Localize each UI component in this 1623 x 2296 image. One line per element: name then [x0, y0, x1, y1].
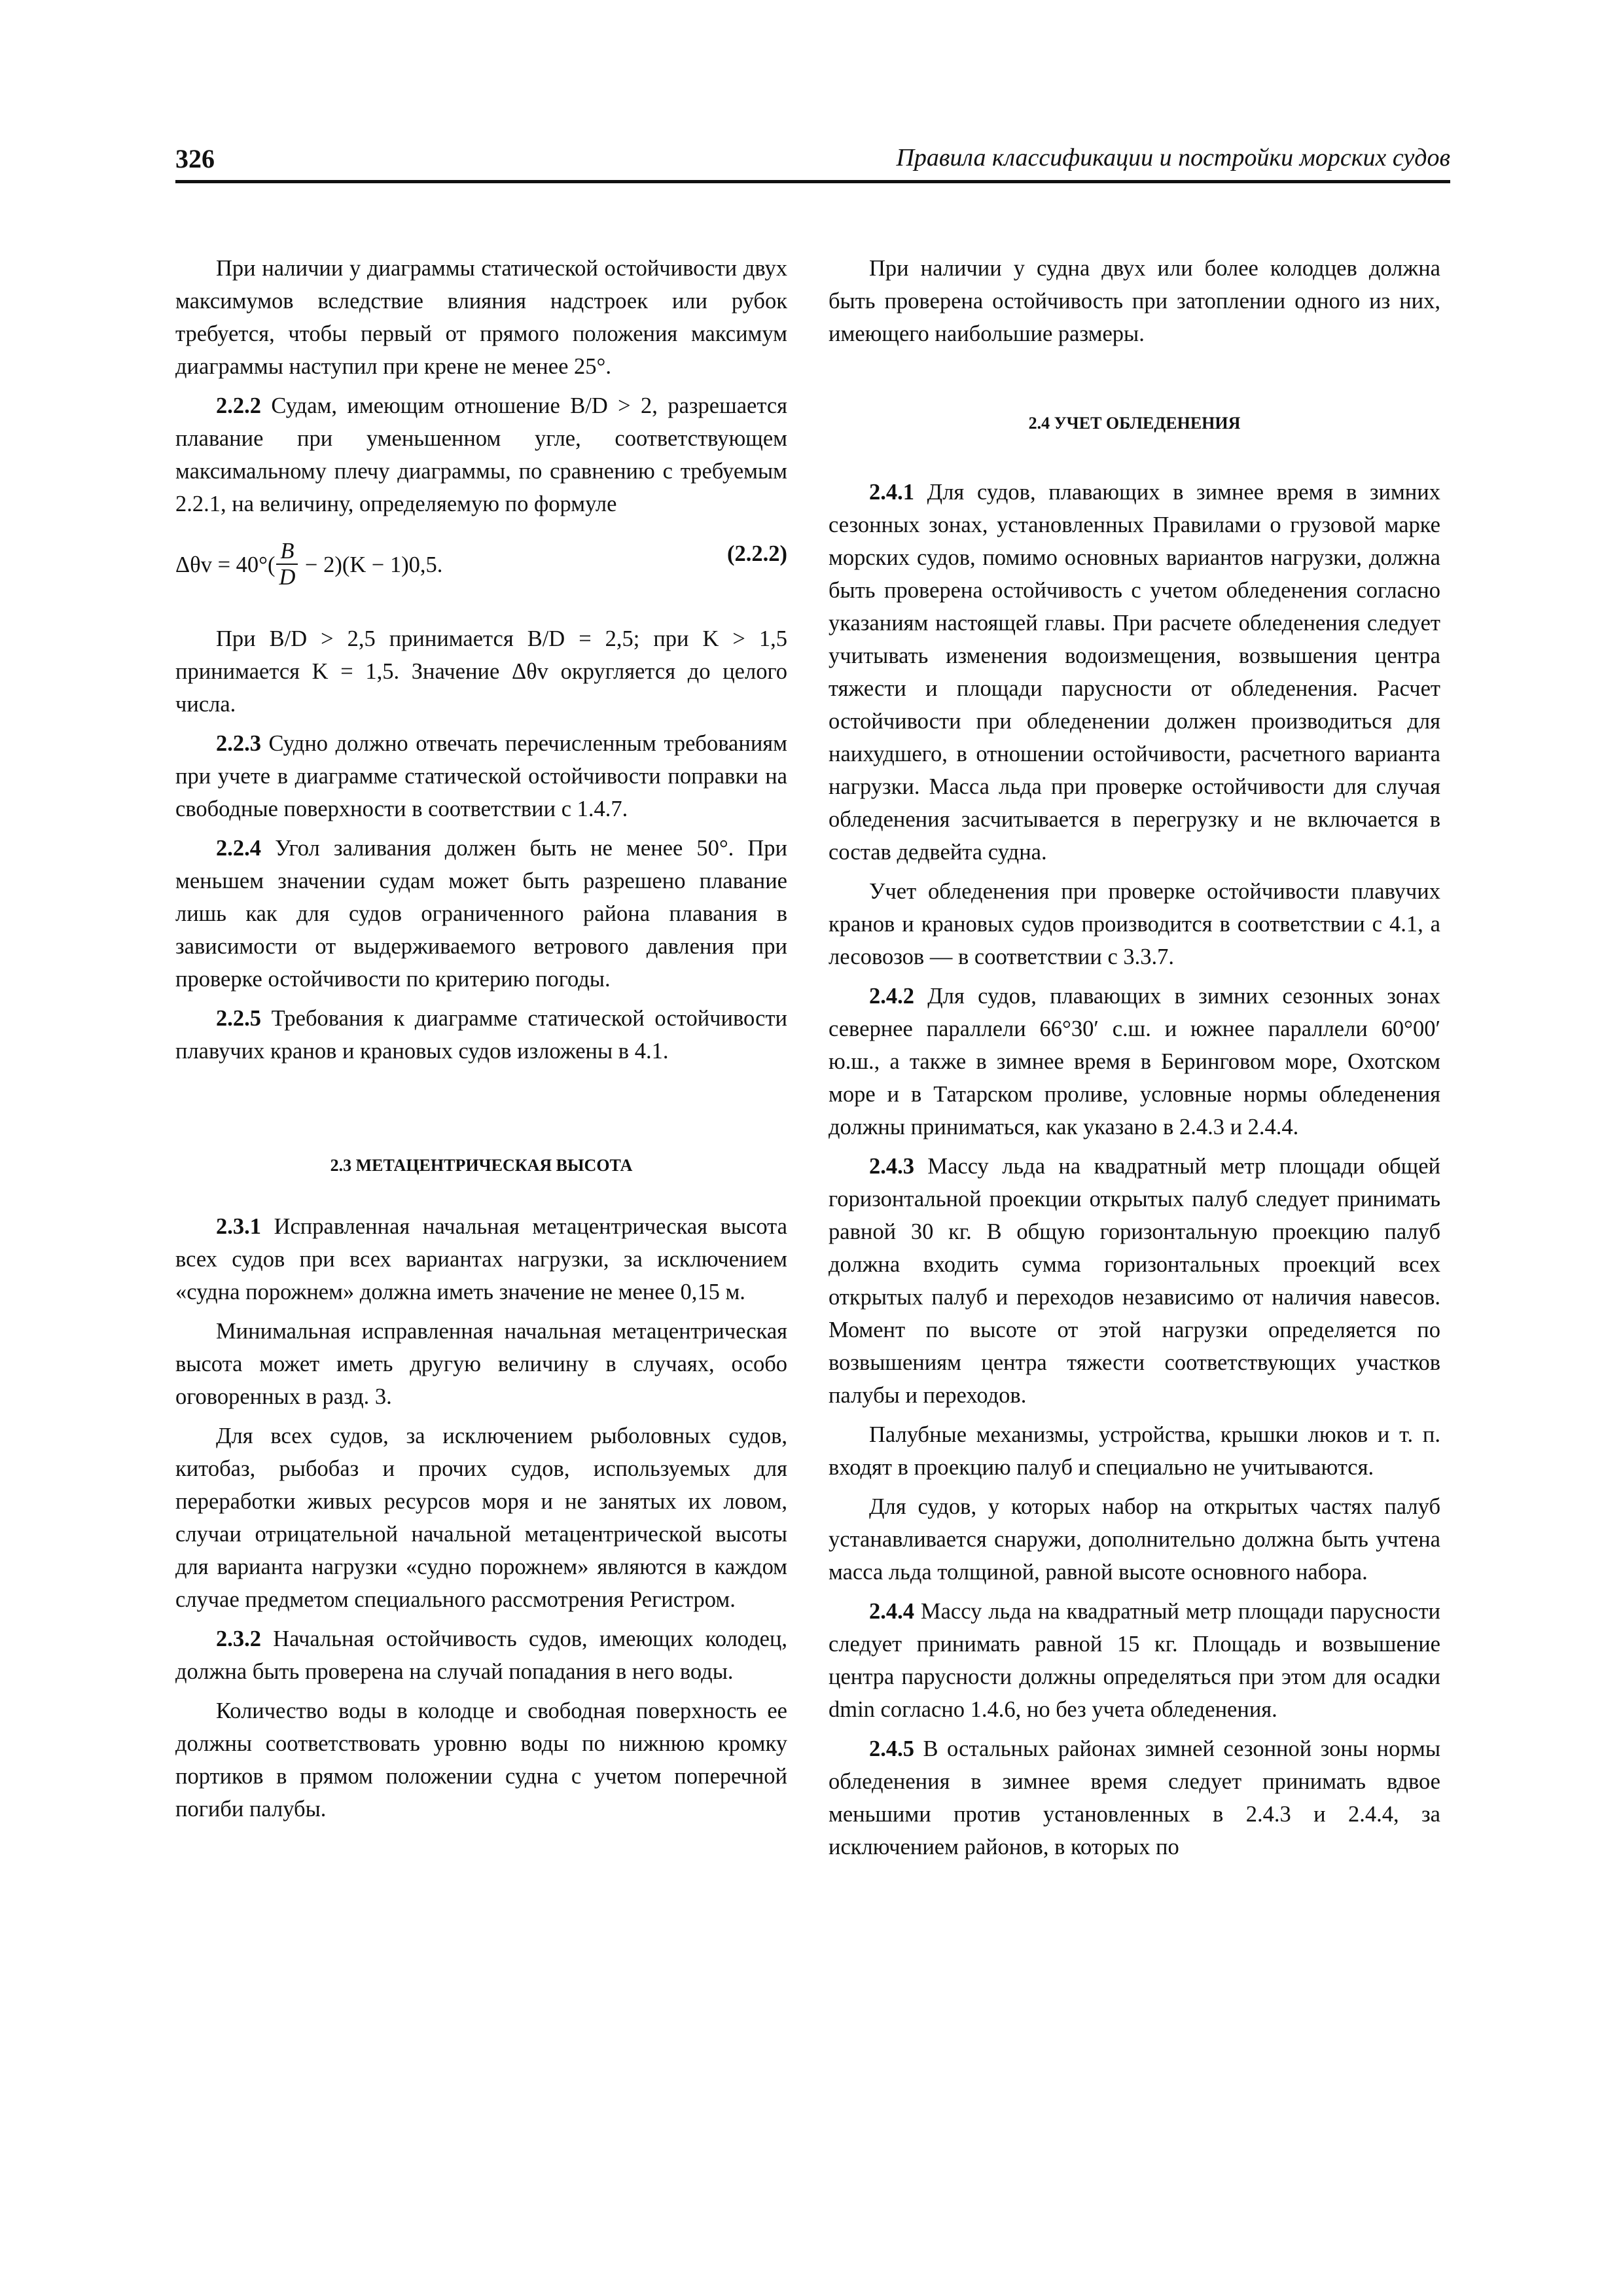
clause-number: 2.4.4 — [869, 1599, 914, 1624]
clause-number: 2.3.2 — [216, 1626, 261, 1651]
clause-number: 2.2.5 — [216, 1006, 261, 1031]
paragraph-2-2-5: 2.2.5 Требования к диаграмме статической остойчивости плавучих кранов и крановых судов изложены в 4.1. — [175, 1006, 787, 1064]
running-title: Правила классификации и постройки морских судов — [896, 144, 1450, 171]
paragraph-2-4-5: 2.4.5 В остальных районах зимней сезонной зоны нормы обледенения в зимнее время следует принимать вдвое меньшими против установленных в 2.4.3 и 2.4.4, за исключением районов, в которых по — [829, 1736, 1440, 1859]
clause-number: 2.4.5 — [869, 1736, 914, 1761]
clause-number: 2.2.2 — [216, 393, 261, 418]
formula-fraction: $\frac{B}{D}$ — [276, 539, 298, 590]
paragraph: При наличии у судна двух или более колодцев должна быть проверена остойчивость при затоплении одного из них, имеющего наибольшие размеры. — [829, 256, 1440, 346]
clause-number: 2.2.3 — [216, 731, 261, 756]
paragraph: Для всех судов, за исключением рыболовных судов, китобаз, рыбобаз и прочих судов, используемых для переработки живых ресурсов моря и не занятых их ловом, случаи отрицательной начальной метацентрической высоты для варианта нагрузки «судно порожнем» являются в каждом случае предметом специального рассмотрения Регистром. — [175, 1424, 787, 1612]
clause-number: 2.4.3 — [869, 1154, 914, 1179]
paragraph-2-3-2: 2.3.2 Начальная остойчивость судов, имеющих колодец, должна быть проверена на случай попадания в него воды. — [175, 1626, 787, 1684]
section-heading-2-3: 2.3 МЕТАЦЕНТРИЧЕСКАЯ ВЫСОТА — [330, 1156, 633, 1175]
paragraph-2-4-1: 2.4.1 Для судов, плавающих в зимнее время в зимних сезонных зонах, установленных Правилами о грузовой марке морских судов, помимо основных вариантов нагрузки, должна быть проверена остойчивость с учетом обледенения согласно указаниям настоящей главы. При расчете обледенения следует учитывать изменения водоизмещения, возвышения центра тяжести и площади парусности от обледенения. Расчет остойчивости при обледенении должен производиться для наихудшего, в отношении остойчивости, расчетного варианта нагрузки. Масса льда при проверке остойчивости для случая обледенения засчитывается в перегрузку и не включается в состав дедвейта судна. — [829, 480, 1440, 865]
formula-number: (2.2.2) — [727, 541, 787, 566]
formula-2-2-2 — [175, 527, 787, 590]
left-column — [175, 252, 787, 1832]
clause-number: 2.4.2 — [869, 984, 914, 1009]
paragraph: Для судов, у которых набор на открытых частях палуб устанавливается снаружи, дополнительно должна быть учтена масса льда толщиной, равной высоте основного набора. — [829, 1494, 1440, 1585]
paragraph: Учет обледенения при проверке остойчивости плавучих кранов и крановых судов производится в соответствии с 4.1, а лесовозов — в соответствии с 3.3.7. — [829, 879, 1440, 969]
paragraph: Количество воды в колодце и свободная поверхность ее должны соответствовать уровню воды по нижнюю кромку портиков в прямом положении судна с учетом поперечной погиби палубы. — [175, 1698, 787, 1821]
clause-number: 2.3.1 — [216, 1214, 261, 1239]
paragraph-2-2-3: 2.2.3 Судно должно отвечать перечисленным требованиям при учете в диаграмме статической остойчивости поправки на свободные поверхности в соответствии с 1.4.7. — [175, 731, 787, 821]
formula-expression: Δθv = 40°( $\frac{B}{D}$ − 2)(K − 1)0,5. — [175, 539, 443, 590]
right-column — [829, 252, 1440, 1870]
paragraph: Палубные механизмы, устройства, крышки люков и т. п. входят в проекцию палуб и специально не учитываются. — [829, 1422, 1440, 1480]
paragraph-2-2-2: 2.2.2 Судам, имеющим отношение B/D > 2, разрешается плавание при уменьшенном угле, соответствующем максимальному плечу диаграммы, по сравнению с требуемым 2.2.1, на величину, определяемую по формуле — [175, 393, 787, 516]
clause-number: 2.2.4 — [216, 836, 261, 861]
page-number: 326 — [175, 144, 215, 173]
page-header — [175, 141, 1450, 183]
paragraph: Минимальная исправленная начальная метацентрическая высота может иметь другую величину в случаях, особо оговоренных в разд. 3. — [175, 1319, 787, 1409]
paragraph: При B/D > 2,5 принимается B/D = 2,5; при K > 1,5 принимается K = 1,5. Значение Δθv округляется до целого числа. — [175, 626, 787, 717]
paragraph-2-4-4: 2.4.4 Массу льда на квадратный метр площади парусности следует принимать равной 15 кг. Площадь и возвышение центра парусности должны определяться при этом для осадки dmin согласно 1.4.6, но без учета обледенения. — [829, 1599, 1440, 1722]
clause-number: 2.4.1 — [869, 480, 914, 505]
paragraph-2-4-3: 2.4.3 Массу льда на квадратный метр площади общей горизонтальной проекции открытых палуб следует принимать равной 30 кг. В общую горизонтальную проекцию палуб должна входить сумма горизонтальных проекций всех открытых палуб и переходов независимо от наличия навесов. Момент по высоте от этой нагрузки определяется по возвышениям центра тяжести соответствующих участков палубы и переходов. — [829, 1154, 1440, 1408]
paragraph-2-4-2: 2.4.2 Для судов, плавающих в зимних сезонных зонах севернее параллели 66°30′ с.ш. и южнее параллели 60°00′ ю.ш., а также в зимнее время в Беринговом море, Охотском море и в Татарском проливе, условные нормы обледенения должны приниматься, как указано в 2.4.3 и 2.4.4. — [829, 984, 1440, 1139]
paragraph: При наличии у диаграммы статической остойчивости двух максимумов вследствие влияния надстроек или рубок требуется, чтобы первый от прямого положения максимум диаграммы наступил при крене не менее 25°. — [175, 256, 787, 379]
paragraph-2-3-1: 2.3.1 Исправленная начальная метацентрическая высота всех судов при всех вариантах нагрузки, за исключением «судна порожнем» должна иметь значение не менее 0,15 м. — [175, 1214, 787, 1304]
section-heading-2-4: 2.4 УЧЕТ ОБЛЕДЕНЕНИЯ — [1028, 414, 1241, 433]
paragraph-2-2-4: 2.2.4 Угол заливания должен быть не менее 50°. При меньшем значении судам может быть разрешено плавание лишь как для судов ограниченного района плавания в зависимости от выдерживаемого ветрового давления при проверке остойчивости по критерию погоды. — [175, 836, 787, 992]
